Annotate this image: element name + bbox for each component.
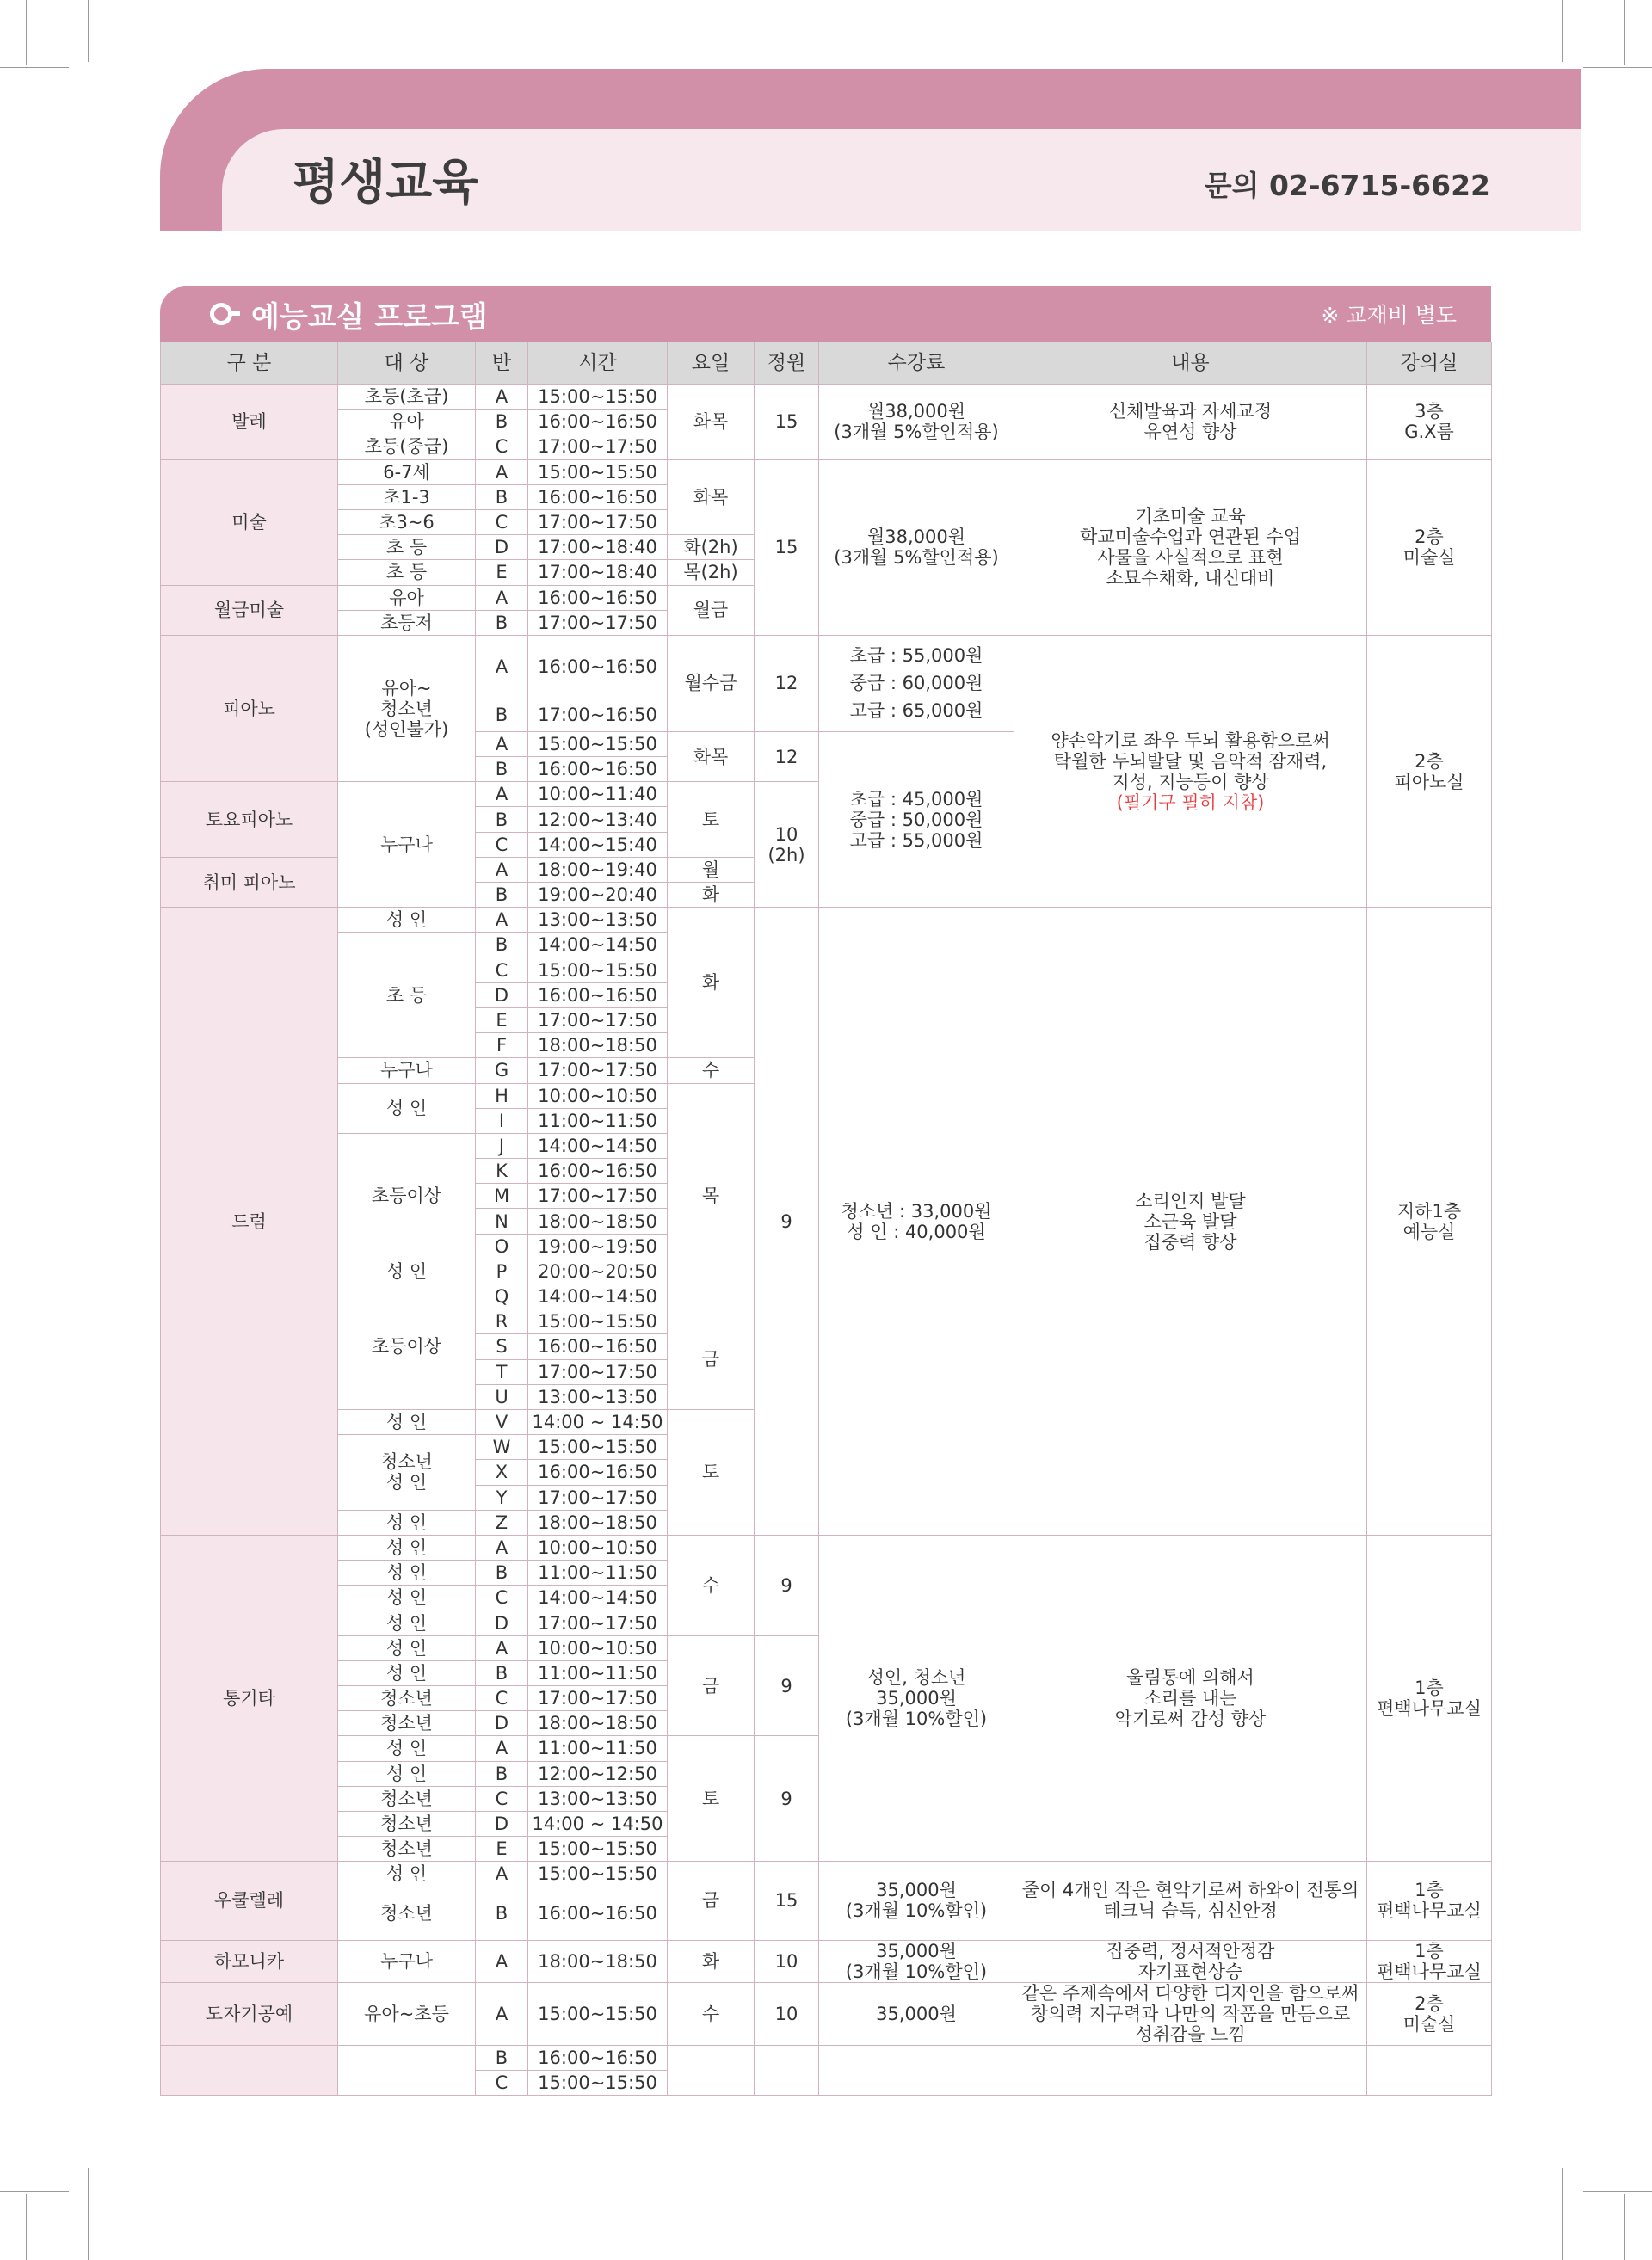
class-cell: A	[476, 857, 528, 882]
day-cell: 월금	[668, 585, 755, 635]
time-cell: 19:00~19:50	[528, 1234, 668, 1259]
class-cell: C	[476, 832, 528, 857]
target-cell: 청소년	[338, 1811, 476, 1836]
time-cell: 13:00~13:50	[528, 908, 668, 933]
day-cell: 토	[668, 1409, 755, 1535]
time-cell: 15:00~15:50	[528, 1309, 668, 1334]
fee-cell: 청소년 : 33,000원 성 인 : 40,000원	[819, 908, 1014, 1536]
time-cell: 11:00~11:50	[528, 1660, 668, 1685]
room-cell: 3층 G.X룸	[1367, 385, 1492, 460]
class-cell: C	[476, 1686, 528, 1711]
day-cell: 금	[668, 1862, 755, 1940]
class-cell: N	[476, 1209, 528, 1234]
target-cell: 성 인	[338, 1083, 476, 1133]
target-cell: 6-7세	[338, 459, 476, 484]
class-cell: C	[476, 2070, 528, 2095]
capacity-cell: 9	[755, 908, 819, 1536]
class-cell: C	[476, 958, 528, 982]
time-cell: 13:00~13:50	[528, 1786, 668, 1811]
room-cell: 1층 편백나무교실	[1367, 1940, 1492, 1982]
time-cell: 17:00~17:50	[528, 1359, 668, 1384]
class-cell: X	[476, 1460, 528, 1485]
class-cell: S	[476, 1334, 528, 1359]
day-cell: 월	[668, 857, 755, 882]
table-row	[161, 459, 1492, 484]
target-cell: 성 인	[338, 908, 476, 933]
fee-cell: 성인, 청소년 35,000원 (3개월 10%할인)	[819, 1535, 1014, 1861]
time-cell: 15:00~15:50	[528, 1435, 668, 1460]
target-cell: 누구나	[338, 1940, 476, 1982]
time-cell: 17:00~17:50	[528, 509, 668, 534]
target-cell: 청소년	[338, 1786, 476, 1811]
class-cell: P	[476, 1259, 528, 1284]
crop-mark	[0, 67, 69, 68]
day-cell: 화	[668, 883, 755, 908]
target-cell: 성 인	[338, 1510, 476, 1535]
table-row	[161, 908, 1492, 933]
time-cell: 18:00~18:50	[528, 1033, 668, 1058]
target-cell: 성 인	[338, 1635, 476, 1660]
room-cell: 지하1층 예능실	[1367, 908, 1492, 1536]
category-cell: 드럼	[161, 908, 338, 1536]
target-cell: 초3~6	[338, 509, 476, 534]
class-cell: B	[476, 883, 528, 908]
crop-mark	[1562, 2168, 1563, 2260]
category-cell: 도자기공예	[161, 1982, 338, 2045]
room-cell: 2층 미술실	[1367, 459, 1492, 635]
target-cell: 성 인	[338, 1862, 476, 1887]
time-cell: 16:00~16:50	[528, 484, 668, 509]
room-cell: 2층 피아노실	[1367, 635, 1492, 907]
time-cell: 16:00~16:50	[528, 1887, 668, 1940]
class-cell: B	[476, 807, 528, 832]
time-cell: 17:00~17:50	[528, 434, 668, 459]
category-cell: 하모니카	[161, 1940, 338, 1982]
target-cell: 초등(중급)	[338, 434, 476, 459]
class-cell: C	[476, 509, 528, 534]
class-cell: Y	[476, 1485, 528, 1510]
class-cell: A	[476, 459, 528, 484]
time-cell: 12:00~13:40	[528, 807, 668, 832]
class-cell: B	[476, 1761, 528, 1786]
fee-cell: 35,000원 (3개월 10%할인)	[819, 1862, 1014, 1940]
class-cell: J	[476, 1133, 528, 1158]
category-cell: 피아노	[161, 635, 338, 781]
capacity-cell: 15	[755, 1862, 819, 1940]
class-cell: R	[476, 1309, 528, 1334]
class-cell: A	[476, 1535, 528, 1560]
column-header: 시간	[528, 342, 668, 385]
day-cell: 화목	[668, 731, 755, 781]
time-cell: 16:00~16:50	[528, 1334, 668, 1359]
class-cell: E	[476, 1837, 528, 1862]
category-cell	[161, 2045, 338, 2095]
class-cell: A	[476, 1982, 528, 2045]
class-cell: A	[476, 1736, 528, 1761]
capacity-cell: 9	[755, 1635, 819, 1736]
category-cell: 통기타	[161, 1535, 338, 1861]
time-cell: 16:00~16:50	[528, 635, 668, 699]
capacity-cell	[755, 2045, 819, 2095]
day-cell: 수	[668, 1535, 755, 1635]
time-cell: 10:00~11:40	[528, 782, 668, 807]
class-cell: E	[476, 1007, 528, 1032]
time-cell: 19:00~20:40	[528, 883, 668, 908]
class-cell: W	[476, 1435, 528, 1460]
target-cell: 성 인	[338, 1586, 476, 1610]
day-cell: 화목	[668, 459, 755, 535]
fee-cell: 35,000원	[819, 1982, 1014, 2045]
target-cell: 초 등	[338, 535, 476, 560]
class-cell: D	[476, 1711, 528, 1736]
class-cell: H	[476, 1083, 528, 1108]
room-cell: 2층 미술실	[1367, 1982, 1492, 2045]
target-cell: 성 인	[338, 1561, 476, 1586]
fee-cell: 월38,000원 (3개월 5%할인적용)	[819, 459, 1014, 635]
target-cell: 청소년	[338, 1686, 476, 1711]
class-cell: B	[476, 1887, 528, 1940]
fee-cell: 월38,000원 (3개월 5%할인적용)	[819, 385, 1014, 460]
time-cell: 15:00~15:50	[528, 731, 668, 756]
class-cell: Z	[476, 1510, 528, 1535]
class-cell: Q	[476, 1284, 528, 1309]
crop-mark	[1624, 0, 1625, 65]
time-cell: 17:00~17:50	[528, 1485, 668, 1510]
fee-cell	[819, 2045, 1014, 2095]
description-cell: 양손악기로 좌우 두뇌 활용함으로써 탁월한 두뇌발달 및 음악적 잠재력, 지성, 지능등이 향상 (필기구 필히 지참)	[1014, 635, 1367, 907]
day-cell: 수	[668, 1982, 755, 2045]
target-cell: 성 인	[338, 1660, 476, 1685]
day-cell: 목(2h)	[668, 560, 755, 585]
time-cell: 18:00~18:50	[528, 1940, 668, 1982]
time-cell: 17:00~17:50	[528, 1686, 668, 1711]
day-cell: 월수금	[668, 635, 755, 731]
time-cell: 17:00~17:50	[528, 1007, 668, 1032]
day-cell: 토	[668, 782, 755, 858]
target-cell: 청소년	[338, 1711, 476, 1736]
supplies-note: (필기구 필히 지참)	[1116, 791, 1265, 813]
description-cell: 집중력, 정서적안정감 자기표현상승	[1014, 1940, 1367, 1982]
capacity-cell: 10	[755, 1940, 819, 1982]
table-body	[161, 385, 1492, 2096]
crop-mark	[1583, 2191, 1652, 2192]
time-cell: 16:00~16:50	[528, 1460, 668, 1485]
time-cell: 18:00~18:50	[528, 1510, 668, 1535]
description-cell	[1014, 2045, 1367, 2095]
class-cell: D	[476, 1610, 528, 1635]
time-cell: 12:00~12:50	[528, 1761, 668, 1786]
crop-mark	[0, 2191, 69, 2192]
page-title: 평생교육	[293, 155, 479, 211]
class-cell: B	[476, 757, 528, 782]
description-cell: 울림통에 의해서 소리를 내는 악기로써 감성 향상	[1014, 1535, 1367, 1861]
section-header	[160, 286, 1491, 342]
target-cell: 초등저	[338, 610, 476, 635]
target-cell: 유아	[338, 410, 476, 434]
day-cell: 목	[668, 1083, 755, 1309]
day-cell: 화목	[668, 385, 755, 460]
time-cell: 16:00~16:50	[528, 1159, 668, 1184]
time-cell: 15:00~15:50	[528, 459, 668, 484]
class-cell: D	[476, 982, 528, 1007]
target-cell: 누구나	[338, 1058, 476, 1083]
time-cell: 15:00~15:50	[528, 1862, 668, 1887]
capacity-cell: 9	[755, 1535, 819, 1635]
capacity-cell: 12	[755, 731, 819, 781]
class-cell: B	[476, 1561, 528, 1586]
room-cell: 1층 편백나무교실	[1367, 1862, 1492, 1940]
target-cell: 초 등	[338, 560, 476, 585]
day-cell: 금	[668, 1309, 755, 1410]
section-title: 예능교실 프로그램	[251, 299, 488, 335]
table-row	[161, 1535, 1492, 1560]
section-note: ※ 교재비 별도	[1321, 303, 1457, 328]
class-cell: U	[476, 1384, 528, 1409]
description-cell: 신체발육과 자세교정 유연성 향상	[1014, 385, 1367, 460]
target-cell: 초1-3	[338, 484, 476, 509]
target-cell: 유아~ 청소년 (성인불가)	[338, 635, 476, 781]
class-cell: A	[476, 782, 528, 807]
target-cell: 성 인	[338, 1736, 476, 1761]
class-cell: I	[476, 1108, 528, 1133]
crop-mark	[26, 2194, 27, 2260]
crop-mark	[1624, 2194, 1625, 2260]
time-cell: 17:00~16:50	[528, 699, 668, 731]
target-cell: 성 인	[338, 1409, 476, 1434]
class-cell: A	[476, 635, 528, 699]
target-cell: 성 인	[338, 1761, 476, 1786]
time-cell: 14:00~14:50	[528, 1133, 668, 1158]
day-cell: 화	[668, 1940, 755, 1982]
room-cell	[1367, 2045, 1492, 2095]
category-cell: 우쿨렐레	[161, 1862, 338, 1940]
column-header: 정원	[755, 342, 819, 385]
time-cell: 16:00~16:50	[528, 410, 668, 434]
class-cell: A	[476, 1940, 528, 1982]
fee-cell: 초급 : 45,000원 중급 : 50,000원 고급 : 55,000원	[819, 731, 1014, 907]
time-cell: 11:00~11:50	[528, 1108, 668, 1133]
table-row	[161, 1940, 1492, 1982]
time-cell: 17:00~17:50	[528, 1610, 668, 1635]
class-cell: A	[476, 385, 528, 410]
key-icon	[210, 303, 232, 325]
time-cell: 18:00~18:50	[528, 1209, 668, 1234]
category-cell: 발레	[161, 385, 338, 460]
target-cell: 성 인	[338, 1259, 476, 1284]
day-cell: 수	[668, 1058, 755, 1083]
time-cell: 11:00~11:50	[528, 1736, 668, 1761]
time-cell: 14:00~14:50	[528, 1284, 668, 1309]
class-cell: B	[476, 933, 528, 958]
class-cell: D	[476, 535, 528, 560]
column-header: 내용	[1014, 342, 1367, 385]
class-cell: A	[476, 908, 528, 933]
time-cell: 16:00~16:50	[528, 982, 668, 1007]
time-cell: 10:00~10:50	[528, 1083, 668, 1108]
class-cell: B	[476, 410, 528, 434]
time-cell: 18:00~18:50	[528, 1711, 668, 1736]
class-cell: B	[476, 1660, 528, 1685]
time-cell: 17:00~17:50	[528, 610, 668, 635]
day-cell: 토	[668, 1736, 755, 1862]
program-table	[160, 342, 1492, 2096]
target-cell: 초 등	[338, 933, 476, 1058]
room-cell: 1층 편백나무교실	[1367, 1535, 1492, 1861]
time-cell: 17:00~17:50	[528, 1058, 668, 1083]
time-cell: 17:00~17:50	[528, 1184, 668, 1209]
target-cell: 초등이상	[338, 1284, 476, 1410]
capacity-cell: 15	[755, 459, 819, 635]
capacity-cell: 10	[755, 1982, 819, 2045]
class-cell: A	[476, 731, 528, 756]
time-cell: 14:00 ~ 14:50	[528, 1409, 668, 1434]
class-cell: B	[476, 2045, 528, 2070]
class-cell: O	[476, 1234, 528, 1259]
crop-mark	[88, 0, 89, 62]
target-cell: 누구나	[338, 782, 476, 908]
crop-mark	[88, 2168, 89, 2260]
capacity-cell: 12	[755, 635, 819, 731]
day-cell: 화	[668, 908, 755, 1058]
table-row	[161, 1862, 1492, 1887]
class-cell: B	[476, 484, 528, 509]
time-cell: 14:00~14:50	[528, 1586, 668, 1610]
class-cell: C	[476, 434, 528, 459]
time-cell: 16:00~16:50	[528, 585, 668, 610]
category-cell: 취미 피아노	[161, 857, 338, 907]
class-cell: E	[476, 560, 528, 585]
target-cell: 성 인	[338, 1535, 476, 1560]
program-table-wrap	[160, 342, 1491, 2096]
table-row	[161, 385, 1492, 410]
class-cell: B	[476, 699, 528, 731]
time-cell: 10:00~10:50	[528, 1635, 668, 1660]
column-header: 수강료	[819, 342, 1014, 385]
class-cell: C	[476, 1586, 528, 1610]
category-cell: 월금미술	[161, 585, 338, 635]
time-cell: 15:00~15:50	[528, 1982, 668, 2045]
time-cell: 11:00~11:50	[528, 1561, 668, 1586]
capacity-cell: 10 (2h)	[755, 782, 819, 908]
target-cell: 청소년	[338, 1887, 476, 1940]
time-cell: 15:00~15:50	[528, 385, 668, 410]
class-cell: A	[476, 1862, 528, 1887]
target-cell: 청소년	[338, 1837, 476, 1862]
class-cell: G	[476, 1058, 528, 1083]
time-cell: 13:00~13:50	[528, 1384, 668, 1409]
time-cell: 17:00~18:40	[528, 535, 668, 560]
column-header: 반	[476, 342, 528, 385]
fee-cell: 초급 : 55,000원 중급 : 60,000원 고급 : 65,000원	[819, 635, 1014, 731]
time-cell: 18:00~19:40	[528, 857, 668, 882]
time-cell: 15:00~15:50	[528, 958, 668, 982]
time-cell: 14:00~15:40	[528, 832, 668, 857]
day-cell	[668, 2045, 755, 2095]
crop-mark	[1583, 67, 1652, 68]
class-cell: B	[476, 610, 528, 635]
day-cell: 금	[668, 1635, 755, 1736]
column-header: 대 상	[338, 342, 476, 385]
target-cell: 성 인	[338, 1610, 476, 1635]
capacity-cell: 15	[755, 385, 819, 460]
day-cell: 화(2h)	[668, 535, 755, 560]
table-row	[161, 2045, 1492, 2070]
column-header: 구 분	[161, 342, 338, 385]
class-cell: D	[476, 1811, 528, 1836]
target-cell: 청소년 성 인	[338, 1435, 476, 1511]
target-cell: 유아	[338, 585, 476, 610]
contact-info: 문의 02-6715-6622	[1204, 169, 1490, 202]
description-cell: 같은 주제속에서 다양한 디자인을 함으로써 창의력 지구력과 나만의 작품을 만듬으로 성취감을 느낌	[1014, 1982, 1367, 2045]
time-cell: 20:00~20:50	[528, 1259, 668, 1284]
time-cell: 15:00~15:50	[528, 2070, 668, 2095]
time-cell: 17:00~18:40	[528, 560, 668, 585]
time-cell: 16:00~16:50	[528, 2045, 668, 2070]
time-cell: 14:00 ~ 14:50	[528, 1811, 668, 1836]
target-cell: 초등(초급)	[338, 385, 476, 410]
target-cell	[338, 2045, 476, 2095]
class-cell: A	[476, 1635, 528, 1660]
table-row	[161, 1982, 1492, 2045]
description-cell: 소리인지 발달 소근육 발달 집중력 향상	[1014, 908, 1367, 1536]
class-cell: T	[476, 1359, 528, 1384]
class-cell: C	[476, 1786, 528, 1811]
crop-mark	[26, 0, 27, 65]
time-cell: 15:00~15:50	[528, 1837, 668, 1862]
column-header: 요일	[668, 342, 755, 385]
time-cell: 16:00~16:50	[528, 757, 668, 782]
crop-mark	[1562, 0, 1563, 62]
target-cell: 초등이상	[338, 1133, 476, 1259]
category-cell: 토요피아노	[161, 782, 338, 858]
column-header: 강의실	[1367, 342, 1492, 385]
table-row	[161, 635, 1492, 699]
class-cell: F	[476, 1033, 528, 1058]
category-cell: 미술	[161, 459, 338, 585]
class-cell: K	[476, 1159, 528, 1184]
description-cell: 줄이 4개인 작은 현악기로써 하와이 전통의 테크닉 습득, 심신안정	[1014, 1862, 1367, 1940]
capacity-cell: 9	[755, 1736, 819, 1862]
description-cell: 기초미술 교육 학교미술수업과 연관된 수업 사물을 사실적으로 표현 소묘수채화, 내신대비	[1014, 459, 1367, 635]
time-cell: 10:00~10:50	[528, 1535, 668, 1560]
class-cell: A	[476, 585, 528, 610]
class-cell: V	[476, 1409, 528, 1434]
fee-cell: 35,000원 (3개월 10%할인)	[819, 1940, 1014, 1982]
time-cell: 14:00~14:50	[528, 933, 668, 958]
class-cell: M	[476, 1184, 528, 1209]
target-cell: 유아~초등	[338, 1982, 476, 2045]
